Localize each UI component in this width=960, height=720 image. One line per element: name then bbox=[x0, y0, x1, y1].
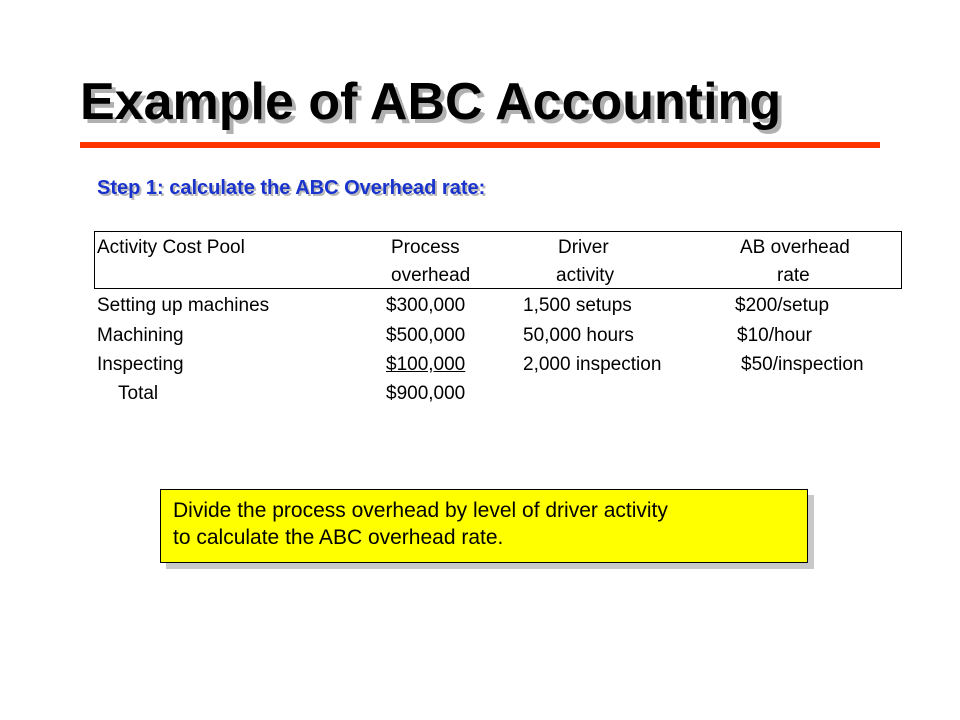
row-setting-up-pool: Setting up machines bbox=[97, 295, 270, 316]
header-driver: Driver bbox=[558, 237, 609, 258]
step-heading: Step 1: calculate the ABC Overhead rate: bbox=[97, 177, 486, 199]
note-line-1: Divide the process overhead by level of driver activity bbox=[173, 499, 668, 522]
header-process: Process bbox=[391, 237, 460, 258]
row-setting-up-overhead: $300,000 bbox=[386, 295, 466, 316]
header-activity-cost-pool: Activity Cost Pool bbox=[97, 237, 245, 258]
row-machining-rate: $10/hour bbox=[737, 325, 813, 346]
row-inspecting-pool: Inspecting bbox=[97, 354, 184, 375]
row-setting-up-rate: $200/setup bbox=[735, 295, 830, 316]
row-inspecting-rate: $50/inspection bbox=[741, 354, 864, 375]
header-ab-overhead: AB overhead bbox=[740, 237, 850, 258]
header-activity: activity bbox=[556, 265, 615, 286]
row-total-label: Total bbox=[118, 383, 159, 404]
note-callout-box bbox=[160, 489, 808, 563]
row-setting-up-driver: 1,500 setups bbox=[523, 295, 632, 316]
title-underline-rule bbox=[80, 142, 880, 148]
row-machining-overhead: $500,000 bbox=[386, 325, 466, 346]
header-overhead: overhead bbox=[391, 265, 471, 286]
row-inspecting-driver: 2,000 inspection bbox=[523, 354, 662, 375]
row-machining-driver: 50,000 hours bbox=[523, 325, 634, 346]
note-line-2: to calculate the ABC overhead rate. bbox=[173, 526, 504, 549]
row-inspecting-overhead: $100,000 bbox=[386, 354, 466, 375]
header-rate: rate bbox=[777, 265, 810, 286]
row-machining-pool: Machining bbox=[97, 325, 184, 346]
row-total-overhead: $900,000 bbox=[386, 383, 466, 404]
slide-title: Example of ABC Accounting bbox=[80, 73, 782, 131]
